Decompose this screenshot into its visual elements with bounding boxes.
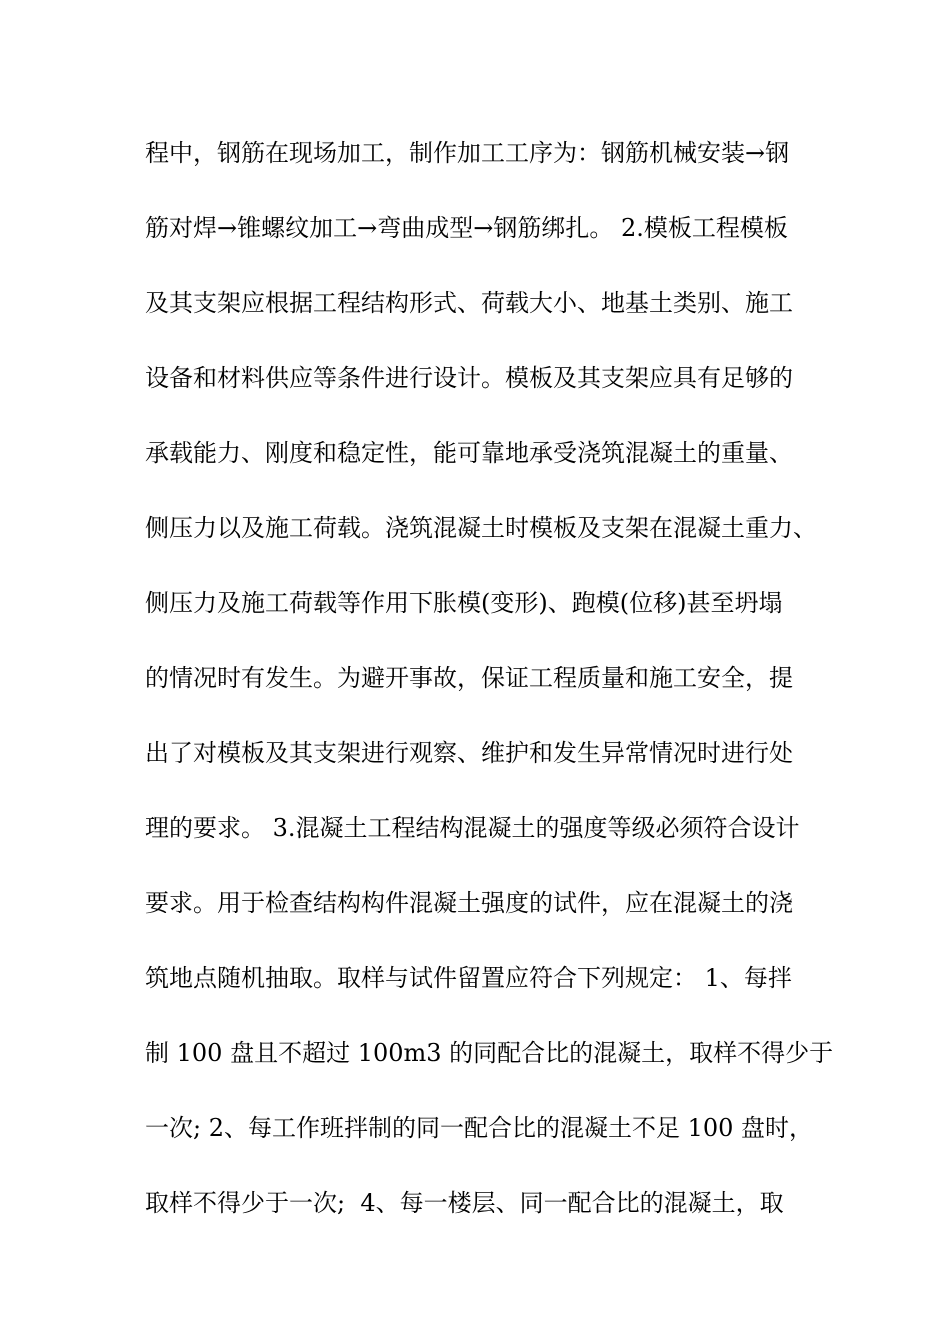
text-line-10: 理的要求。 3.混凝土工程结构混凝土的强度等级必须符合设计: [145, 814, 800, 842]
text-line-2: 筋对焊→锥螺纹加工→弯曲成型→钢筋绑扎。 2.模板工程模板: [145, 214, 788, 242]
text-line-6: 侧压力以及施工荷载。浇筑混凝土时模板及支架在混凝土重力、: [145, 514, 817, 542]
body-text: [145, 131, 845, 1256]
text-line-1: 程中，钢筋在现场加工，制作加工工序为：钢筋机械安装→钢: [145, 139, 790, 167]
text-line-11: 要求。用于检查结构构件混凝土强度的试件，应在混凝土的浇: [145, 889, 793, 917]
text-line-9: 出了对模板及其支架进行观察、维护和发生异常情况时进行处: [145, 739, 793, 767]
text-line-3: 及其支架应根据工程结构形式、荷载大小、地基土类别、施工: [145, 289, 793, 317]
text-line-7: 侧压力及施工荷载等作用下胀模(变形)、跑模(位移)甚至坍塌: [145, 589, 783, 617]
text-line-12: 筑地点随机抽取。取样与试件留置应符合下列规定： 1、每拌: [145, 964, 792, 992]
text-line-8: 的情况时有发生。为避开事故，保证工程质量和施工安全，提: [145, 664, 793, 692]
text-line-15: 取样不得少于一次; 4、每一楼层、同一配合比的混凝土，取: [145, 1189, 784, 1217]
text-line-14: 一次; 2、每工作班拌制的同一配合比的混凝土不足 100 盘时，: [145, 1114, 814, 1142]
text-line-13: 制 100 盘且不超过 100m3 的同配合比的混凝土，取样不得少于: [145, 1039, 834, 1067]
text-line-5: 承载能力、刚度和稳定性，能可靠地承受浇筑混凝土的重量、: [145, 439, 793, 467]
text-line-4: 设备和材料供应等条件进行设计。模板及其支架应具有足够的: [145, 364, 793, 392]
